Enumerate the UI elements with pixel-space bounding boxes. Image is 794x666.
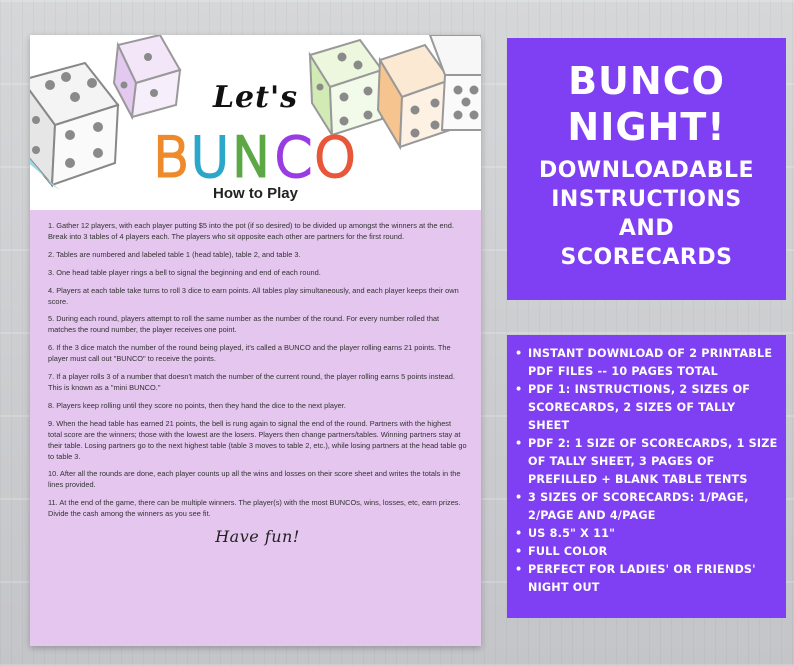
sheet-header xyxy=(30,35,481,210)
feature-item: • INSTANT DOWNLOAD OF 2 PRINTABLE PDF FILES -- 10 PAGES TOTAL xyxy=(515,345,778,381)
feature-item: • PDF 2: 1 SIZE OF SCORECARDS, 1 SIZE OF TALLY SHEET, 3 PAGES OF PREFILLED + BLANK TABLE TENTS xyxy=(515,435,778,489)
rule-item: 1. Gather 12 players, with each player putting $5 into the pot (if so desired) to be divided up amongst the winners at the end. Break into 3 tables of 4 players each. The players who sit opposite each other are partners for the first round. xyxy=(48,221,454,241)
panel-subtitle-line: INSTRUCTIONS xyxy=(551,187,742,212)
how-to-play-heading: How to Play xyxy=(212,185,298,202)
rule-item: 4. Players at each table take turns to roll 3 dice to earn points. All tables play simultaneously, and each player keeps their own score. xyxy=(48,285,459,306)
rule-item: 6. If the 3 dice match the number of the round being played, it's called a BUNCO and the player rolling earns 21 points. The player must call out "BUNCO" to receive the points. xyxy=(48,343,451,364)
panel-subtitle-line: DOWNLOADABLE xyxy=(538,158,755,183)
rule-item: 5. During each round, players attempt to roll the same number as the number of the round. For every number rolled that matches the round number, the player receives one point. xyxy=(48,314,440,335)
panel-title-line2: NIGHT! xyxy=(567,105,726,149)
title-panel xyxy=(507,38,786,300)
panel-subtitle-line: AND xyxy=(618,216,675,241)
bunco-letter-n: N xyxy=(231,126,275,189)
panel-title-line1: BUNCO xyxy=(568,59,725,103)
instruction-sheet xyxy=(30,35,481,646)
features-list xyxy=(515,345,778,597)
script-title: Let's xyxy=(212,80,299,115)
panel-subtitle xyxy=(507,156,786,272)
rule-item: 2. Tables are numbered and labeled table 1 (head table), table 2, and table 3. xyxy=(48,249,301,259)
have-fun-closing: Have fun! xyxy=(215,527,300,547)
bunco-letter-u: U xyxy=(190,126,232,189)
feature-item: • PDF 1: INSTRUCTIONS, 2 SIZES OF SCORECARDS, 2 SIZES OF TALLY SHEET xyxy=(515,381,778,435)
bunco-letter-c: C xyxy=(274,126,314,189)
bunco-letter-b: B xyxy=(152,126,191,189)
features-panel xyxy=(507,335,786,618)
feature-item: • US 8.5" X 11" xyxy=(515,525,778,543)
rule-item: 3. One head table player rings a bell to signal the beginning and end of each round. xyxy=(48,267,321,277)
rule-item: 7. If a player rolls 3 of a number that doesn't match the number of the current round, the player rolling earns 5 points instead. This is known as a "mini BUNCO." xyxy=(48,372,455,392)
feature-item: • 3 SIZES OF SCORECARDS: 1/PAGE, 2/PAGE AND 4/PAGE xyxy=(515,489,778,525)
rules-section xyxy=(30,210,481,646)
rule-item: 8. Players keep rolling until they score no points, then they hand the dice to the next player. xyxy=(48,400,346,410)
rule-item: 10. After all the rounds are done, each player counts up all the wins and losses on their score sheet and writes the totals in the lines provided. xyxy=(48,469,461,490)
panel-subtitle-line: SCORECARDS xyxy=(560,245,733,270)
feature-item: • FULL COLOR xyxy=(515,543,778,561)
rule-item: 9. When the head table has earned 21 points, the bell is rung again to signal the end of the round. Partners with the highest total score are the winners; those with the lowest are the losers. Players then change partners/tables. Winning partners stay at their table. Losing partners go to the next highest table (table 3 moves to table 2, etc.), while losing partners at the head table go to table 3. xyxy=(48,418,467,461)
feature-item: • PERFECT FOR LADIES' OR FRIENDS' NIGHT OUT xyxy=(515,561,778,597)
rule-item: 11. At the end of the game, there can be multiple winners. The player(s) with the most BUNCOs, wins, losses, etc, earn prizes. Divide the cash among the winners as you see fit. xyxy=(48,498,461,519)
bunco-title xyxy=(30,126,481,189)
bunco-letter-o: O xyxy=(313,126,359,189)
